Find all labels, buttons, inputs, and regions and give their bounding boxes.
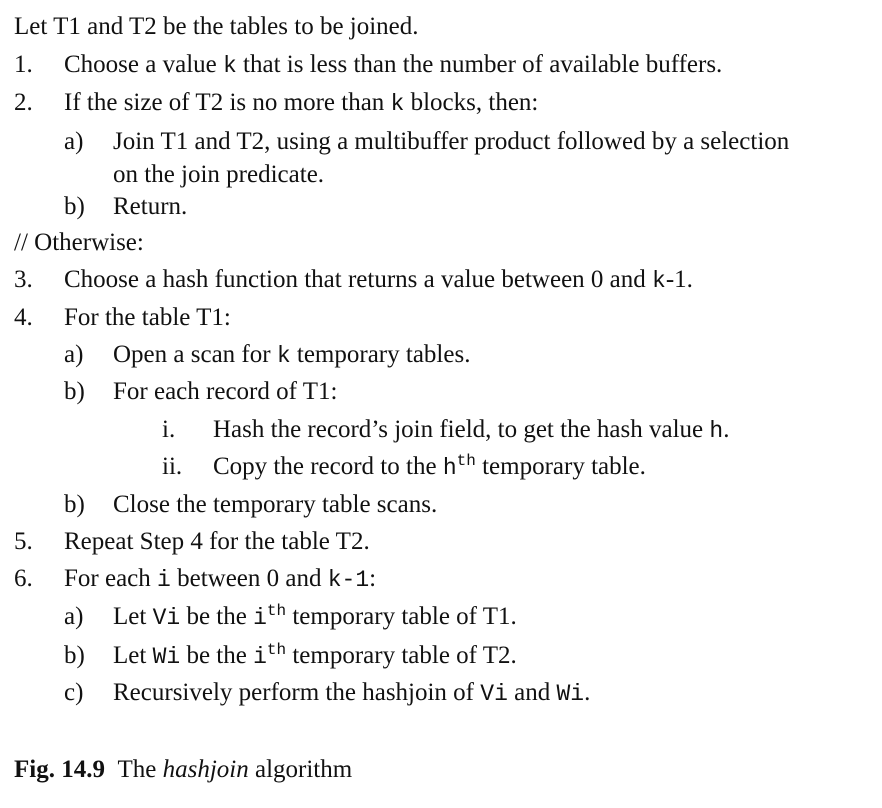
step-3-text: Choose a hash function that returns a value between 0 and k-1.	[64, 266, 693, 294]
code-vi: Vi	[480, 681, 508, 707]
step-4bii-label: ii.	[162, 453, 183, 480]
step-5-text: Repeat Step 4 for the table T2.	[64, 528, 370, 555]
figure-caption: Fig. 14.9 The hashjoin algorithm	[14, 756, 353, 783]
step-2-text: If the size of T2 is no more than k blocks, then:	[64, 89, 539, 117]
step-2a-text-line2: on the join predicate.	[113, 161, 325, 188]
code-wi: Wi	[556, 681, 585, 707]
step-4b-text: For each record of T1:	[113, 378, 338, 405]
step-3-number: 3.	[14, 266, 33, 293]
step-4bii-text: Copy the record to the $h^{th}$ temporary table.	[213, 452, 646, 481]
step-4-text: For the table T1:	[64, 304, 231, 331]
intro-line: Let T1 and T2 be the tables to be joined.	[14, 13, 419, 40]
step-6c-label: c)	[64, 679, 84, 706]
code-i: i	[253, 644, 267, 670]
code-k: k	[652, 268, 666, 294]
step-4bi-label: i.	[162, 416, 176, 443]
caption-emphasis: hashjoin	[162, 756, 249, 783]
step-1-number: 1.	[14, 51, 33, 78]
code-vi: Vi	[152, 605, 181, 631]
code-i: i	[157, 567, 171, 593]
superscript-th: th	[266, 602, 287, 620]
step-2b-label: b)	[64, 193, 85, 220]
code-h: h	[442, 455, 457, 481]
step-6a-text: Let Vi be the $i^{th}$ temporary table of T1.	[113, 602, 517, 631]
code-k-minus-1: k-1	[327, 567, 370, 593]
step-6-number: 6.	[14, 565, 33, 592]
step-4bi-text: Hash the record’s join field, to get the hash value h.	[213, 416, 730, 444]
code-k: k	[222, 53, 237, 79]
step-2a-text-line1: Join T1 and T2, using a multibuffer product followed by a selection	[113, 128, 790, 155]
code-k: k	[390, 91, 405, 117]
step-6b-label: b)	[64, 642, 85, 669]
step-2-number: 2.	[14, 89, 33, 116]
step-6c-text: Recursively perform the hashjoin of Vi and Wi.	[113, 679, 591, 707]
step-2a-label: a)	[64, 128, 84, 155]
code-wi: Wi	[152, 644, 181, 670]
figure-number: Fig. 14.9	[14, 756, 105, 783]
code-k: k	[276, 343, 291, 369]
step-5-number: 5.	[14, 528, 33, 555]
step-1-text: Choose a value k that is less than the number of available buffers.	[64, 51, 723, 79]
step-4c-label: b)	[64, 491, 85, 518]
superscript-th: th	[456, 452, 476, 470]
code-i: i	[253, 605, 267, 631]
code-h: h	[709, 418, 724, 444]
step-4c-text: Close the temporary table scans.	[113, 491, 438, 518]
otherwise-comment: // Otherwise:	[14, 229, 144, 256]
step-6-text: For each i between 0 and k-1:	[64, 565, 377, 593]
step-4b-label: b)	[64, 378, 85, 405]
step-4-number: 4.	[14, 304, 33, 331]
step-6a-label: a)	[64, 603, 84, 630]
step-2b-text: Return.	[113, 193, 188, 220]
superscript-th: th	[266, 641, 287, 659]
step-4a-text: Open a scan for k temporary tables.	[113, 341, 471, 369]
step-6b-text: Let Wi be the $i^{th}$ temporary table of T2.	[113, 641, 517, 670]
step-4a-label: a)	[64, 341, 84, 368]
